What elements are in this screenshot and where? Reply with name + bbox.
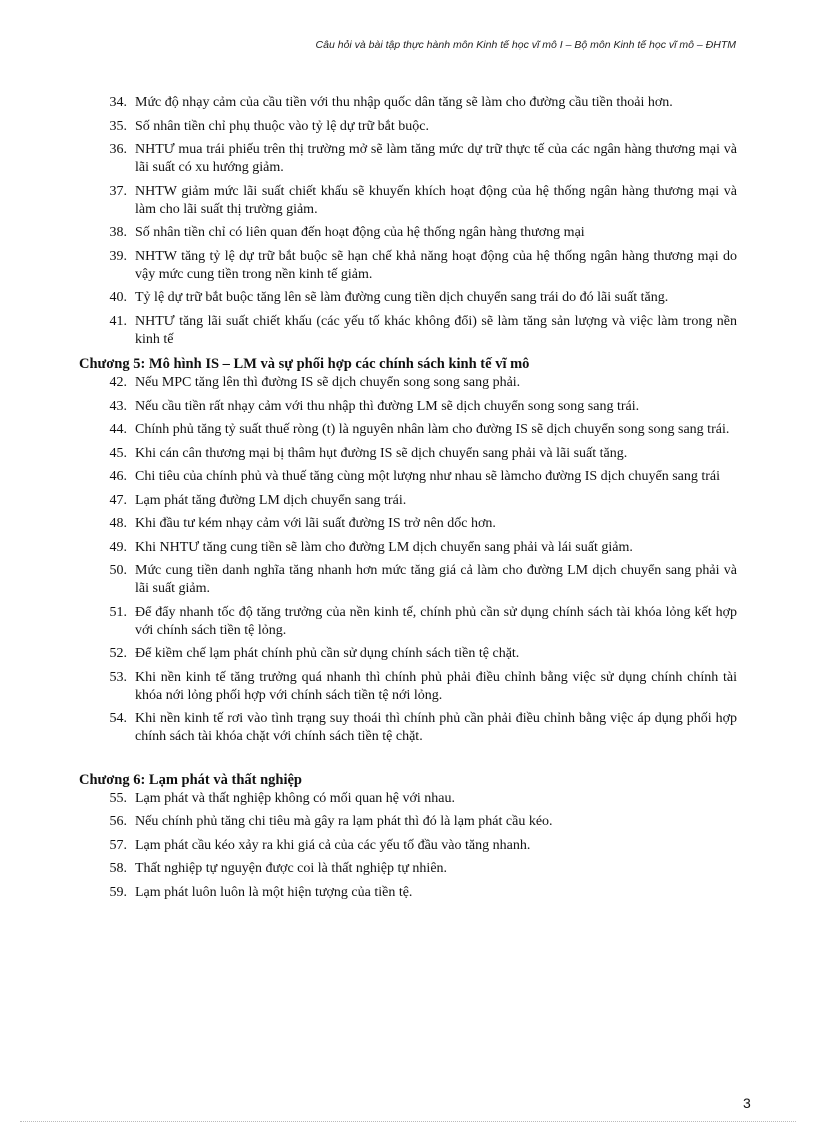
- question-number: 49.: [109, 539, 127, 555]
- question-item: [79, 515, 737, 533]
- question-number: 47.: [109, 492, 127, 508]
- question-number: 52.: [109, 646, 127, 661]
- question-item: [79, 398, 737, 416]
- question-text: Lạm phát luôn luôn là một hiện tượng của tiền tệ.: [135, 884, 413, 900]
- document-body: [79, 94, 737, 907]
- question-item: [79, 710, 737, 746]
- question-number: 45.: [109, 445, 127, 461]
- question-item: [79, 468, 737, 486]
- question-item: [79, 492, 737, 510]
- question-text: Lạm phát cầu kéo xảy ra khi giá cả của các yếu tố đầu vào tăng nhanh.: [135, 837, 531, 853]
- question-item: [79, 837, 737, 855]
- question-number: 54.: [109, 711, 127, 726]
- question-number: 46.: [109, 469, 127, 484]
- question-item: [79, 604, 737, 640]
- question-item: [79, 421, 737, 439]
- question-number: 44.: [109, 422, 127, 437]
- question-item: [79, 669, 737, 705]
- question-text: Mức độ nhạy cảm của cầu tiền với thu nhập quốc dân tăng sẽ làm cho đường cầu tiền thoải hơn.: [135, 95, 673, 110]
- page-number: 3: [743, 1095, 751, 1111]
- question-text: Lạm phát tăng đường LM dịch chuyển sang trái.: [135, 492, 407, 508]
- question-text: Số nhân tiền chỉ có liên quan đến hoạt động của hệ thống ngân hàng thương mại: [135, 225, 585, 240]
- question-text: Khi đầu tư kém nhạy cảm với lãi suất đường IS trở nên dốc hơn.: [135, 516, 496, 531]
- question-number: 36.: [109, 142, 127, 157]
- question-text: Mức cung tiền danh nghĩa tăng nhanh hơn mức tăng giá cả làm cho đường LM dịch chuyển sang phải và lãi suất giảm.: [135, 563, 737, 596]
- question-item: [79, 118, 737, 136]
- question-text: Khi nền kinh tế tăng trưởng quá nhanh thì chính phủ phải điều chỉnh bằng việc sử dụng chính chính tài khóa nới lỏng phối hợp với chính sách tiền tệ nới lỏng.: [135, 669, 737, 703]
- question-number: 50.: [109, 563, 127, 578]
- section-spacer: [79, 752, 737, 770]
- chapter6-title: Chương 6: Lạm phát và thất nghiệp: [79, 771, 302, 788]
- question-text: Nếu MPC tăng lên thì đường IS sẽ dịch chuyển song song sang phải.: [135, 375, 521, 390]
- question-text: Tỷ lệ dự trữ bắt buộc tăng lên sẽ làm đường cung tiền dịch chuyển sang trái do đó lãi suất tăng.: [135, 290, 669, 305]
- question-number: 55.: [109, 790, 127, 806]
- question-item: [79, 539, 737, 557]
- question-item: [79, 248, 737, 284]
- question-number: 58.: [109, 861, 127, 876]
- question-item: [79, 562, 737, 598]
- question-list-chapter4: [79, 94, 737, 349]
- question-item: [79, 183, 737, 219]
- question-number: 43.: [109, 398, 127, 414]
- question-item: [79, 790, 737, 808]
- question-item: [79, 884, 737, 902]
- footer-divider: [20, 1121, 796, 1122]
- question-text: Lạm phát và thất nghiệp không có mối quan hệ với nhau.: [135, 790, 455, 806]
- question-list-chapter5: [79, 374, 737, 746]
- question-number: 53.: [109, 669, 127, 685]
- question-item: [79, 445, 737, 463]
- question-text: Chi tiêu của chính phủ và thuế tăng cùng một lượng như nhau sẽ làmcho đường IS dịch chuyển sang trái: [135, 469, 721, 484]
- question-number: 48.: [109, 516, 127, 531]
- question-item: [79, 645, 737, 663]
- question-text: Thất nghiệp tự nguyện được coi là thất nghiệp tự nhiên.: [135, 861, 448, 876]
- question-text: Nếu chính phủ tăng chi tiêu mà gây ra lạm phát thì đó là lạm phát cầu kéo.: [135, 814, 553, 829]
- question-item: [79, 141, 737, 177]
- question-text: NHTW giảm mức lãi suất chiết khấu sẽ khuyến khích hoạt động của hệ thống ngân hàng thương mại và làm cho lãi suất thị trường giảm.: [135, 183, 737, 217]
- question-text: Nếu cầu tiền rất nhạy cảm với thu nhập thì đường LM sẽ dịch chuyển song song sang trái.: [135, 398, 640, 414]
- question-number: 35.: [109, 118, 127, 134]
- question-number: 51.: [109, 604, 127, 620]
- question-text: Chính phủ tăng tỷ suất thuế ròng (t) là nguyên nhân làm cho đường IS sẽ dịch chuyển song song sang trái.: [135, 422, 730, 437]
- question-text: NHTƯ tăng lãi suất chiết khấu (các yếu tố khác không đổi) sẽ làm tăng sản lượng và việc làm trong nền kinh tế: [135, 313, 737, 347]
- question-text: NHTƯ mua trái phiếu trên thị trường mở sẽ làm tăng mức dự trữ thực tế của các ngân hàng thương mại và lãi suất có xu hướng giảm.: [135, 142, 737, 175]
- question-text: Khi cán cân thương mại bị thâm hụt đường IS sẽ dịch chuyển sang phải và lãi suất tăng.: [135, 445, 628, 461]
- question-number: 42.: [109, 375, 127, 390]
- question-item: [79, 94, 737, 112]
- question-item: [79, 289, 737, 307]
- question-text: Số nhân tiền chỉ phụ thuộc vào tỷ lệ dự trữ bắt buộc.: [135, 118, 429, 134]
- question-item: [79, 813, 737, 831]
- question-item: [79, 224, 737, 242]
- question-number: 56.: [109, 814, 127, 829]
- question-number: 39.: [109, 248, 127, 264]
- question-list-chapter6: [79, 790, 737, 902]
- question-item: [79, 860, 737, 878]
- question-text: Khi NHTƯ tăng cung tiền sẽ làm cho đường LM dịch chuyển sang phải và lái suất giảm.: [135, 539, 633, 555]
- question-number: 37.: [109, 183, 127, 199]
- question-number: 57.: [109, 837, 127, 853]
- question-text: Khi nền kinh tế rơi vào tình trạng suy thoái thì chính phủ cần phải điều chỉnh bằng việc áp dụng phối hợp chính sách tài khóa chặt với chính sách tiền tệ chặt.: [135, 711, 737, 744]
- question-number: 41.: [109, 313, 127, 329]
- question-number: 38.: [109, 225, 127, 240]
- question-text: Để đẩy nhanh tốc độ tăng trưởng của nền kinh tế, chính phủ cần sử dụng chính sách tài khóa lỏng kết hợp với chính sách tiền tệ lỏng.: [135, 604, 737, 638]
- question-number: 40.: [109, 290, 127, 305]
- question-item: [79, 313, 737, 349]
- running-header: Câu hỏi và bài tập thực hành môn Kinh tế học vĩ mô I – Bộ môn Kinh tế học vĩ mô – ĐHTM: [315, 39, 736, 51]
- question-number: 34.: [109, 95, 127, 110]
- question-text: NHTW tăng tỷ lệ dự trữ bắt buộc sẽ hạn chế khả năng hoạt động của hệ thống ngân hàng thương mại do vậy mức cung tiền trong nền kinh tế giảm.: [135, 248, 737, 282]
- question-number: 59.: [109, 884, 127, 900]
- chapter5-title: Chương 5: Mô hình IS – LM và sự phối hợp các chính sách kinh tế vĩ mô: [79, 356, 530, 372]
- question-item: [79, 374, 737, 392]
- question-text: Để kiềm chế lạm phát chính phủ cần sử dụng chính sách tiền tệ chặt.: [135, 646, 520, 661]
